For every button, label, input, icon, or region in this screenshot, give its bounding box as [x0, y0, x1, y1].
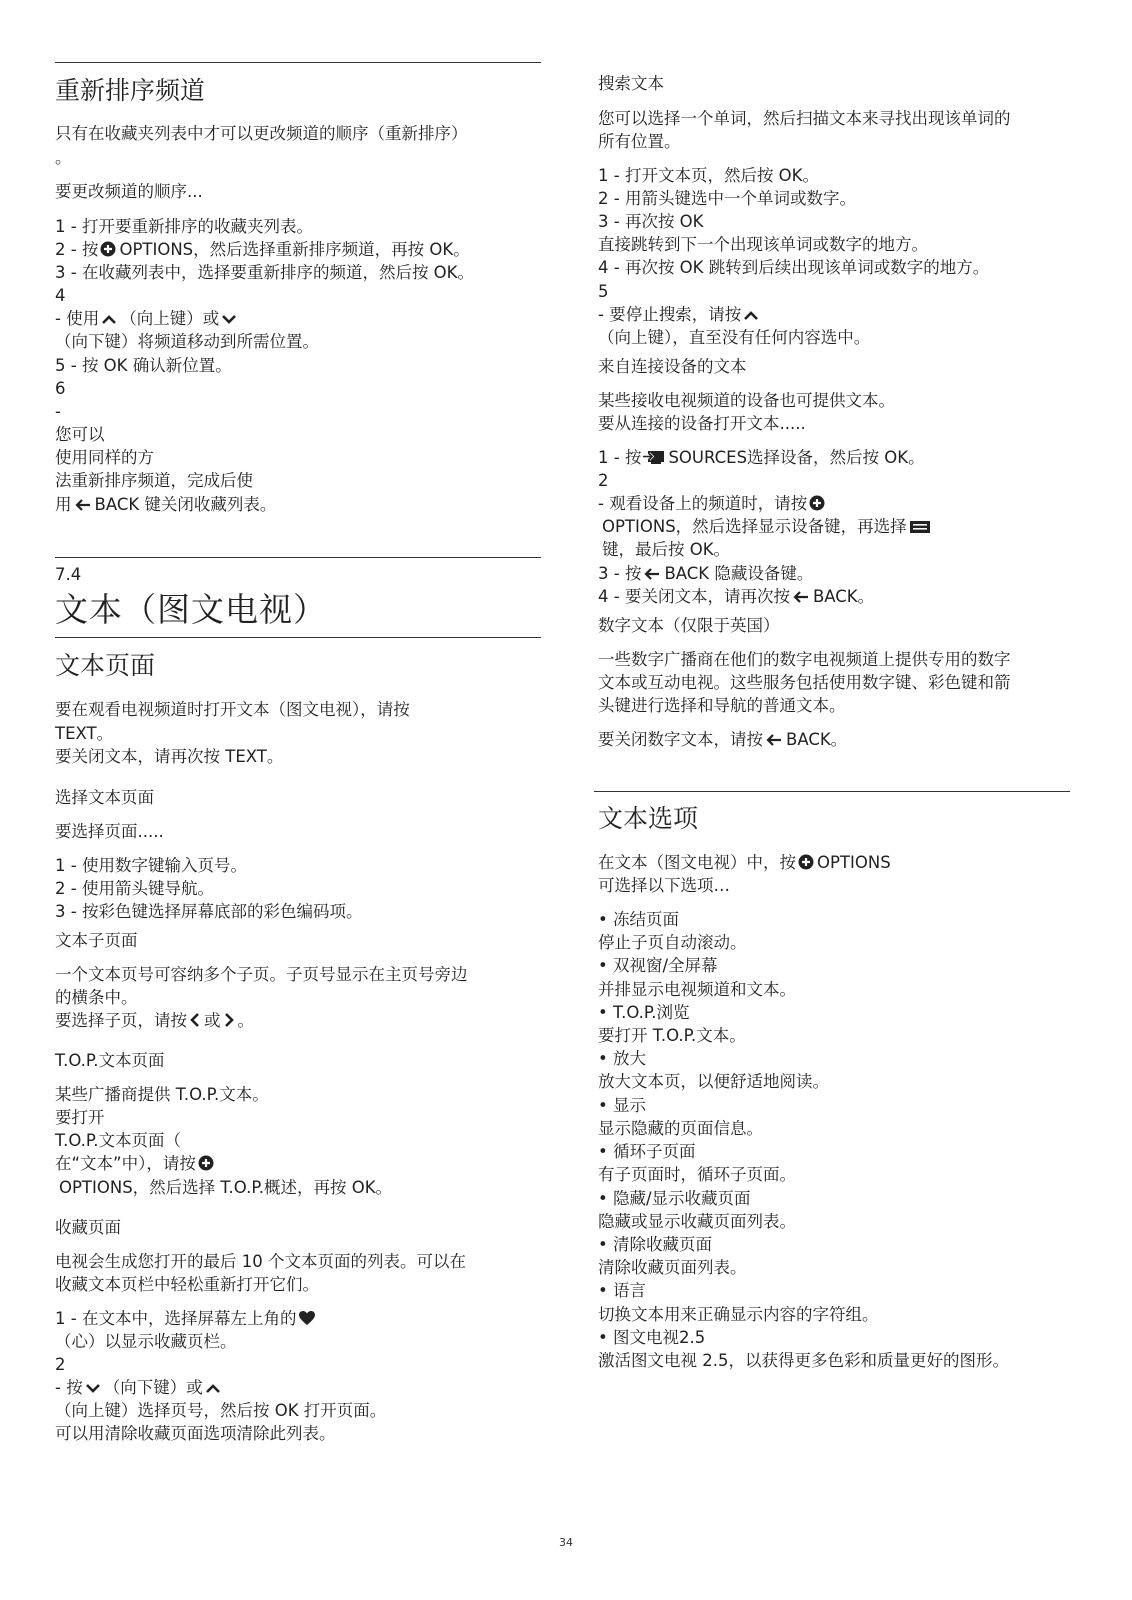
section-title: 文本（图文电视）: [55, 590, 327, 629]
reorder-step: 使用同样的方: [55, 448, 154, 467]
reorder-step: 5 - 按 OK 确认新位置。: [55, 356, 232, 375]
device-line: 4 - 要关闭文本，请再次按 BACK。: [598, 587, 875, 606]
search-line: 直接跳转到下一个出现该单词或数字的地方。: [598, 235, 928, 254]
top-line: 要打开: [55, 1108, 105, 1127]
page-number: 34: [559, 1536, 573, 1549]
reorder-step: 6: [55, 379, 66, 398]
subpage-line: 一个文本页号可容纳多个子页。子页号显示在主页号旁边: [55, 965, 468, 984]
back-arrow-icon: [765, 733, 783, 747]
reorder-step: 您可以: [55, 425, 105, 444]
select-line: 1 - 使用数字键输入页号。: [55, 856, 247, 875]
select-line: 要选择页面.....: [55, 822, 164, 841]
search-line: 2 - 用箭头键选中一个单词或数字。: [598, 189, 856, 208]
textpage-heading: 文本页面: [55, 651, 156, 680]
keypad-icon: [909, 520, 931, 534]
device-heading: 来自连接设备的文本: [598, 357, 747, 376]
fav-line: 收藏文本页栏中轻松重新打开它们。: [55, 1275, 319, 1294]
option-item: • 双视窗/全屏幕: [598, 956, 718, 975]
fav-line: 1 - 在文本中，选择屏幕左上角的: [55, 1307, 541, 1331]
search-line: - 要停止搜索，请按: [598, 303, 1084, 327]
search-line: 1 - 打开文本页，然后按 OK。: [598, 166, 819, 185]
option-item: • 图文电视2.5: [598, 1328, 706, 1347]
options-plus-icon: [100, 241, 116, 257]
reorder-step: 1 - 打开要重新排序的收藏夹列表。: [55, 217, 313, 236]
reorder-step: 3 - 在收藏列表中，选择要重新排序的频道，然后按 OK。: [55, 263, 474, 282]
reorder-step: 用 BACK 键关闭收藏列表。: [55, 495, 277, 514]
up-arrow-icon: [743, 308, 759, 322]
option-desc: 停止子页自动滚动。: [598, 933, 747, 952]
back-arrow-icon: [643, 567, 661, 581]
digital-line: 一些数字广播商在他们的数字电视频道上提供专用的数字: [598, 650, 1011, 669]
textpage-line: TEXT。: [55, 724, 114, 743]
device-line: 要从连接的设备打开文本.....: [598, 414, 806, 433]
textpage-line: 要关闭文本，请再次按 TEXT。: [55, 747, 284, 766]
reorder-step: -: [55, 402, 61, 421]
device-line: 某些接收电视频道的设备也可提供文本。: [598, 391, 895, 410]
option-desc: 切换文本用来正确显示内容的字符组。: [598, 1305, 879, 1324]
options-plus-icon: [198, 1155, 214, 1171]
option-desc: 激活图文电视 2.5，以获得更多色彩和质量更好的图形。: [598, 1351, 1009, 1370]
search-heading: 搜索文本: [598, 74, 664, 93]
select-line: 3 - 按彩色键选择屏幕底部的彩色编码项。: [55, 902, 363, 921]
up-arrow-icon: [101, 312, 117, 326]
option-item: • 放大: [598, 1049, 646, 1068]
search-line: 5: [598, 282, 609, 301]
digital-heading: 数字文本（仅限于英国）: [598, 616, 780, 635]
device-line: - 观看设备上的频道时，请按: [598, 492, 1084, 516]
option-desc: 并排显示电视频道和文本。: [598, 980, 796, 999]
reorder-step: 2 - 按 OPTIONS，然后选择重新排序频道，再按 OK。: [55, 240, 470, 259]
options-heading: 文本选项: [598, 804, 699, 833]
section-divider: [594, 791, 1070, 792]
down-arrow-icon: [221, 312, 237, 326]
subpage-line: 要选择子页，请按 或 。: [55, 1011, 254, 1030]
up-arrow-icon: [205, 1381, 221, 1395]
options-intro: 可选择以下选项…: [598, 876, 730, 895]
reorder-heading: 重新排序频道: [55, 76, 206, 105]
top-line: 在“文本”中），请按: [55, 1152, 541, 1176]
option-desc: 隐藏或显示收藏页面列表。: [598, 1212, 796, 1231]
top-line: OPTIONS，然后选择 T.O.P.概述，再按 OK。: [59, 1178, 393, 1197]
fav-line: （心）以显示收藏页栏。: [55, 1332, 237, 1351]
device-line: OPTIONS，然后选择显示设备键，再选择: [602, 515, 1088, 539]
search-line: （向上键），直至没有任何内容选中。: [598, 328, 871, 347]
reorder-intro-tail: 。: [55, 148, 72, 167]
option-item: • 循环子页面: [598, 1142, 696, 1161]
subpage-line: 的横条中。: [55, 988, 138, 1007]
option-desc: 清除收藏页面列表。: [598, 1258, 747, 1277]
digital-line: 文本或互动电视。这些服务包括使用数字键、彩色键和箭: [598, 673, 1011, 692]
search-line: 3 - 再次按 OK: [598, 212, 704, 231]
options-intro: 在文本（图文电视）中，按 OPTIONS: [598, 853, 891, 872]
back-arrow-icon: [74, 498, 92, 512]
option-desc: 显示隐藏的页面信息。: [598, 1119, 763, 1138]
fav-line: 电视会生成您打开的最后 10 个文本页面的列表。可以在: [55, 1252, 466, 1271]
fav-line: - 按 （向下键）或: [55, 1376, 541, 1400]
reorder-step: 4: [55, 286, 66, 305]
sources-icon: [643, 450, 665, 465]
subpage-heading: 文本子页面: [55, 931, 138, 950]
reorder-step: （向下键）将频道移动到所需位置。: [55, 332, 319, 351]
left-arrow-icon: [189, 1012, 201, 1028]
device-line: 1 - 按 SOURCES选择设备，然后按 OK。: [598, 448, 925, 467]
device-line: 键，最后按 OK。: [602, 540, 731, 559]
options-plus-icon: [809, 495, 825, 511]
section-divider: [55, 557, 541, 558]
section-divider: [55, 62, 541, 63]
option-desc: 放大文本页，以便舒适地阅读。: [598, 1072, 829, 1091]
select-line: 2 - 使用箭头键导航。: [55, 879, 214, 898]
fav-heading: 收藏页面: [55, 1218, 121, 1237]
fav-line: （向上键）选择页号，然后按 OK 打开页面。: [55, 1401, 387, 1420]
textpage-line: 要在观看电视频道时打开文本（图文电视），请按: [55, 700, 410, 719]
digital-line: 头键进行选择和导航的普通文本。: [598, 696, 846, 715]
search-line: 您可以选择一个单词，然后扫描文本来寻找出现该单词的: [598, 109, 1011, 128]
down-arrow-icon: [85, 1381, 101, 1395]
section-number: 7.4: [55, 565, 82, 584]
search-line: 4 - 再次按 OK 跳转到后续出现该单词或数字的地方。: [598, 258, 990, 277]
reorder-step: - 使用 （向上键）或: [55, 307, 541, 331]
fav-line: 可以用清除收藏页面选项清除此列表。: [55, 1424, 336, 1443]
option-item: • 冻结页面: [598, 910, 679, 929]
option-item: • 隐藏/显示收藏页面: [598, 1189, 751, 1208]
device-line: 2: [598, 471, 609, 490]
option-desc: 有子页面时，循环子页面。: [598, 1165, 796, 1184]
digital-line: 要关闭数字文本，请按 BACK。: [598, 730, 848, 749]
reorder-step: 法重新排序频道，完成后使: [55, 471, 253, 490]
options-plus-icon: [798, 854, 814, 870]
search-line: 所有位置。: [598, 132, 681, 151]
top-heading: T.O.P.文本页面: [55, 1051, 165, 1070]
reorder-intro: 只有在收藏夹列表中才可以更改频道的顺序（重新排序）: [55, 124, 468, 143]
option-item: • 清除收藏页面: [598, 1235, 712, 1254]
option-desc: 要打开 T.O.P.文本。: [598, 1026, 746, 1045]
option-item: • 显示: [598, 1096, 646, 1115]
device-line: 3 - 按 BACK 隐藏设备键。: [598, 564, 814, 583]
section-divider: [55, 637, 541, 638]
back-arrow-icon: [792, 590, 810, 604]
reorder-subheading: 要更改频道的顺序...: [55, 182, 203, 201]
heart-icon: [298, 1310, 316, 1326]
option-item: • 语言: [598, 1281, 646, 1300]
fav-line: 2: [55, 1355, 66, 1374]
select-heading: 选择文本页面: [55, 788, 154, 807]
right-arrow-icon: [223, 1012, 235, 1028]
option-item: • T.O.P.浏览: [598, 1003, 690, 1022]
top-line: T.O.P.文本页面（: [55, 1131, 182, 1150]
top-line: 某些广播商提供 T.O.P.文本。: [55, 1085, 269, 1104]
